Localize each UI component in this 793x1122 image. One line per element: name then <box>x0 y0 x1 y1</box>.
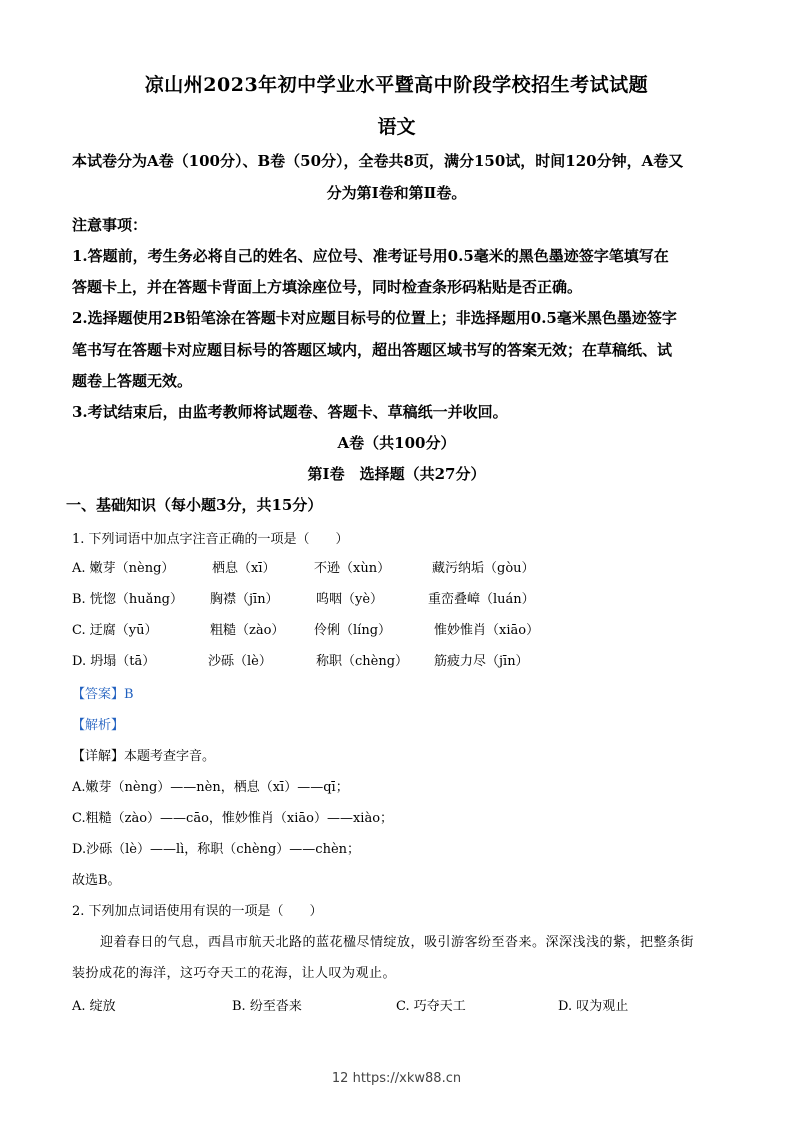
q2-option-b: B. 纷至沓来 <box>232 999 302 1014</box>
page-footer: 12 https://xkw88.cn <box>331 1071 462 1086</box>
question-2-stem: 2. 下列加点词语使用有误的一项是（ ） <box>72 904 323 919</box>
q1-option-c-3: 伶俐（líng） <box>314 623 392 638</box>
notice-heading: 注意事项： <box>72 216 148 234</box>
q1-option-c-2: 粗糙（zào） <box>210 623 285 638</box>
q1-option-d-2: 沙砾（lè） <box>208 654 272 669</box>
q1-analysis-label: 【解析】 <box>72 718 125 733</box>
section-1-heading: 第Ⅰ卷 选择题（共27分） <box>307 465 486 483</box>
notice-item-2-line-2: 笔书写在答题卡对应题目标号的答题区域内，超出答题区域书写的答案无效；在草稿纸、试 <box>72 341 673 359</box>
intro-line-1: 本试卷分为A卷（100分）、B卷（50分），全卷共8页，满分150试，时间120分钟，A卷又 <box>72 152 684 170</box>
subject-title: 语文 <box>377 116 416 138</box>
q1-option-a-4: 藏污纳垢（gòu） <box>432 561 535 576</box>
q1-explanation-a: A.嫩芽（nèng）——nèn，栖息（xī）——qī； <box>72 780 349 795</box>
q1-option-a-3: 不逊（xùn） <box>314 561 391 576</box>
q1-option-d-1: D. 坍塌（tā） <box>72 654 156 669</box>
q2-passage-line-1: 迎着春日的气息，西昌市航天北路的蓝花楹尽情绽放，吸引游客纷至沓来。深深浅浅的紫，把整条街 <box>100 935 695 950</box>
q2-option-d: D. 叹为观止 <box>558 999 629 1014</box>
q1-option-a-2: 栖息（xī） <box>212 561 276 576</box>
q1-option-b-2: 胸襟（jīn） <box>210 592 279 607</box>
q1-conclusion: 故选B。 <box>72 873 121 888</box>
notice-item-2-line-1: 2.选择题使用2B铅笔涂在答题卡对应题目标号的位置上；非选择题用0.5毫米黑色墨迹签字 <box>72 309 677 327</box>
exam-title: 凉山州2023年初中学业水平暨高中阶段学校招生考试试题 <box>144 74 649 96</box>
q1-option-c-1: C. 迂腐（yū） <box>72 623 158 638</box>
intro-line-2: 分为第Ⅰ卷和第Ⅱ卷。 <box>326 184 467 202</box>
notice-item-2-line-3: 题卷上答题无效。 <box>72 372 193 390</box>
q1-option-d-4: 筋疲力尽（jīn） <box>434 654 529 669</box>
q1-option-b-4: 重峦叠嶂（luán） <box>428 592 535 607</box>
category-1-heading: 一、基础知识（每小题3分，共15分） <box>66 496 323 514</box>
q1-detail: 【详解】本题考查字音。 <box>72 749 216 764</box>
q1-explanation-c: C.粗糙（zào）——cāo，惟妙惟肖（xiāo）——xiào； <box>72 811 394 826</box>
part-a-heading: A卷（共100分） <box>337 434 456 452</box>
q2-option-c: C. 巧夺天工 <box>396 999 466 1014</box>
q1-option-a-1: A. 嫩芽（nèng） <box>72 561 175 576</box>
q1-option-c-4: 惟妙惟肖（xiāo） <box>434 623 540 638</box>
q2-option-a: A. 绽放 <box>72 999 116 1014</box>
notice-item-3: 3.考试结束后，由监考教师将试题卷、答题卡、草稿纸一并收回。 <box>72 403 508 421</box>
q2-passage-line-2: 装扮成花的海洋，这巧夺天工的花海，让人叹为观止。 <box>72 966 397 981</box>
notice-item-1-line-2: 答题卡上，并在答题卡背面上方填涂座位号，同时检查条形码粘贴是否正确。 <box>72 278 583 296</box>
q1-explanation-d: D.沙砾（lè）——lì，称职（chèng）——chèn； <box>72 842 361 857</box>
question-1-stem: 1. 下列词语中加点字注音正确的一项是（ ） <box>72 532 349 547</box>
q1-answer: 【答案】B <box>72 687 134 702</box>
notice-item-1-line-1: 1.答题前，考生务必将自己的姓名、应位号、准考证号用0.5毫米的黑色墨迹签字笔填写在 <box>72 247 669 265</box>
q1-option-d-3: 称职（chèng） <box>316 654 409 669</box>
q1-option-b-1: B. 恍惚（huǎng） <box>72 592 184 607</box>
q1-option-b-3: 呜咽（yè） <box>316 592 384 607</box>
